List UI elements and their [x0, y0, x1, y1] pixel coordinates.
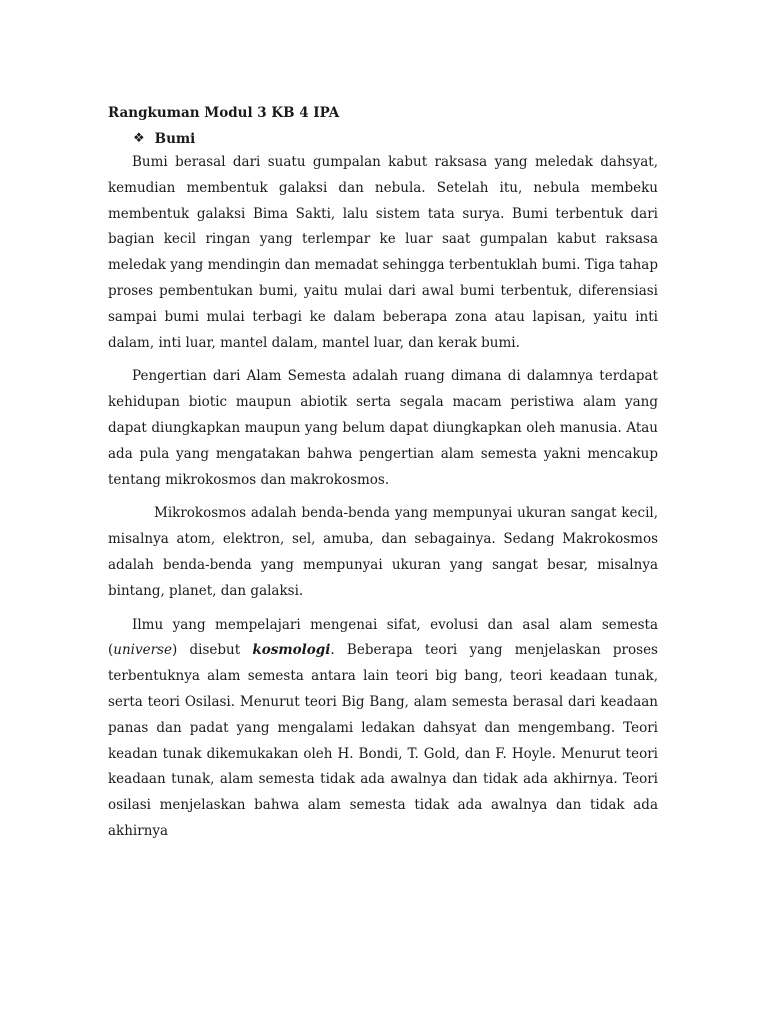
paragraph-kosmologi: [108, 613, 658, 845]
document-page: [108, 104, 658, 845]
paragraph-kosmologi-part3: . Beberapa teori yang menjelaskan proses terbentuknya alam semesta antara lain teori big bang, teori keadaan tunak, serta teori Osilasi. Menurut teori Big Bang, alam semesta berasal dari keadaan panas dan padat yang mengalami ledakan dahsyat dan mengembang. Teori keadan tunak dikemukakan oleh H. Bondi, T. Gold, dan F. Hoyle. Menurut teori keadaan tunak, alam semesta tidak ada awalnya dan tidak ada akhirnya. Teori osilasi menjelaskan bahwa alam semesta tidak ada awalnya dan tidak ada akhirnya: [108, 642, 658, 839]
document-title: Rangkuman Modul 3 KB 4 IPA: [108, 105, 340, 121]
term-universe: universe: [113, 642, 172, 659]
section-heading-bumi: [133, 130, 658, 148]
paragraph-mikrokosmos: Mikrokosmos adalah benda-benda yang mempunyai ukuran sangat kecil, misalnya atom, elektron, sel, amuba, dan sebagainya. Sedang Makrokosmos adalah benda-benda yang mempunyai ukuran yang sangat besar, misalnya bintang, planet, dan galaksi.: [108, 505, 658, 599]
paragraph-alam-semesta: Pengertian dari Alam Semesta adalah ruang dimana di dalamnya terdapat kehidupan biotic maupun abiotik serta segala macam peristiwa alam yang dapat diungkapkan maupun yang belum dapat diungkapkan oleh manusia. Atau ada pula yang mengatakan bahwa pengertian alam semesta yakni mencakup tentang mikrokosmos dan makrokosmos.: [108, 368, 658, 488]
section-heading-label: Bumi: [154, 131, 196, 147]
paragraph-bumi: Bumi berasal dari suatu gumpalan kabut raksasa yang meledak dahsyat, kemudian membentuk galaksi dan nebula. Setelah itu, nebula membeku membentuk galaksi Bima Sakti, lalu sistem tata surya. Bumi terbentuk dari bagian kecil ringan yang terlempar ke luar saat gumpalan kabut raksasa meledak yang mendingin dan memadat sehingga terbentuklah bumi. Tiga tahap proses pembentukan bumi, yaitu mulai dari awal bumi terbentuk, diferensiasi sampai bumi mulai terbagi ke dalam beberapa zona atau lapisan, yaitu inti dalam, inti luar, mantel dalam, mantel luar, dan kerak bumi.: [108, 154, 658, 351]
term-kosmologi: kosmologi: [252, 642, 331, 659]
paragraph-kosmologi-part1: Ilmu yang mempelajari mengenai sifat, evolusi dan asal alam semesta (: [108, 616, 658, 659]
paragraph-kosmologi-part2: ) disebut: [171, 642, 253, 659]
diamond-bullet-icon: ❖: [133, 131, 145, 146]
